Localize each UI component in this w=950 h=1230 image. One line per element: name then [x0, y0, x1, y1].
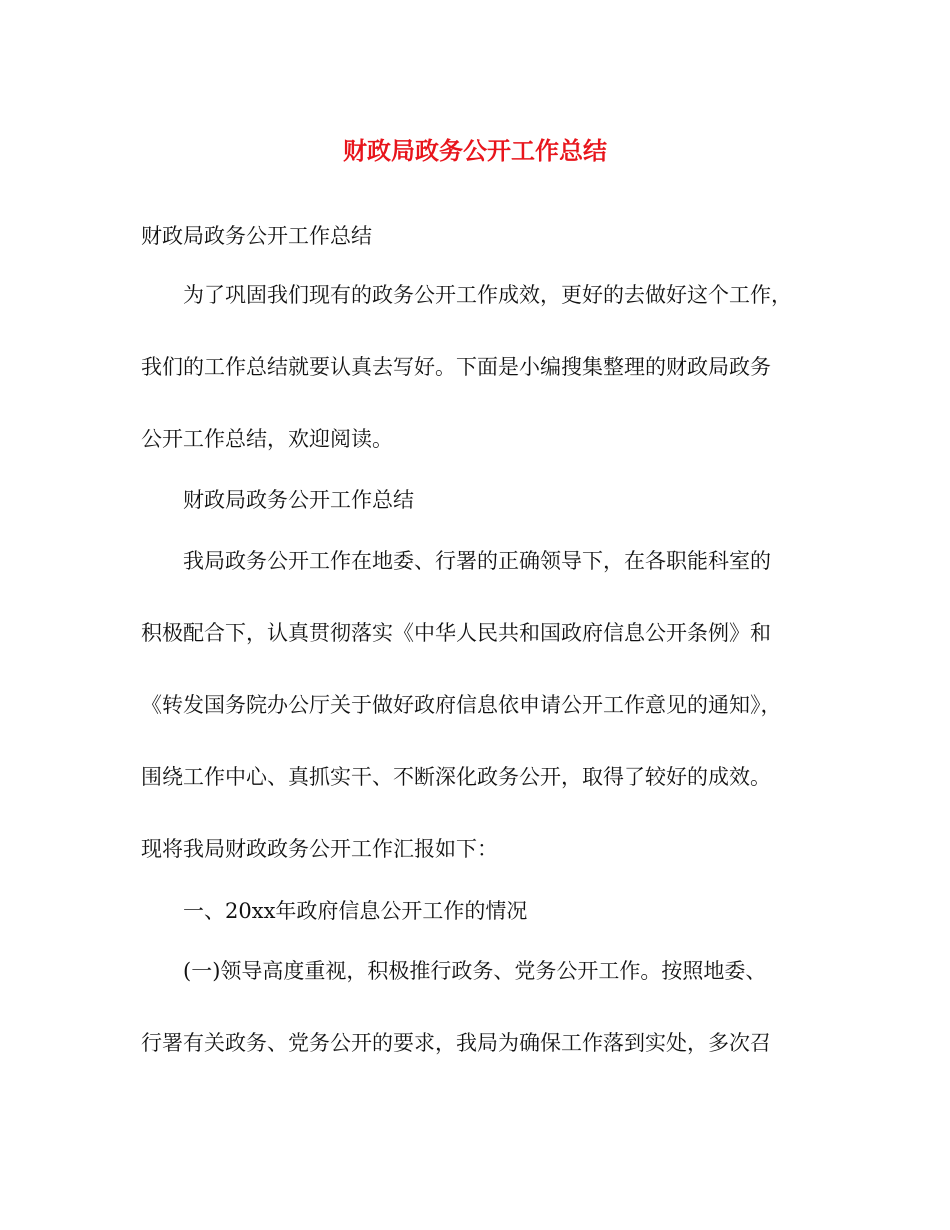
paragraph-line: 积极配合下，认真贯彻落实《中华人民共和国政府信息公开条例》和: [141, 621, 771, 645]
paragraph-line: 我们的工作总结就要认真去写好。下面是小编搜集整理的财政局政务: [141, 355, 771, 379]
document-title: 财政局政务公开工作总结: [343, 136, 607, 165]
paragraph-line: 围绕工作中心、真抓实干、不断深化政务公开，取得了较好的成效。: [141, 765, 771, 789]
paragraph-line: 现将我局财政政务公开工作汇报如下：: [141, 837, 498, 861]
paragraph-line: 《转发国务院办公厅关于做好政府信息依申请公开工作意见的通知》，: [141, 693, 782, 717]
paragraph-line: 我局政务公开工作在地委、行署的正确领导下，在各职能科室的: [183, 549, 771, 573]
paragraph-line: 公开工作总结，欢迎阅读。: [141, 427, 393, 451]
subtitle-line: 财政局政务公开工作总结: [141, 224, 372, 248]
paragraph-line: 为了巩固我们现有的政务公开工作成效，更好的去做好这个工作，: [183, 283, 792, 307]
section-heading: 一、20xx年政府信息公开工作的情况: [183, 899, 528, 923]
paragraph-line: 行署有关政务、党务公开的要求，我局为确保工作落到实处，多次召: [141, 1031, 771, 1055]
section-heading: 财政局政务公开工作总结: [183, 488, 414, 512]
paragraph-line: (一)领导高度重视，积极推行政务、党务公开工作。按照地委、: [183, 959, 767, 983]
